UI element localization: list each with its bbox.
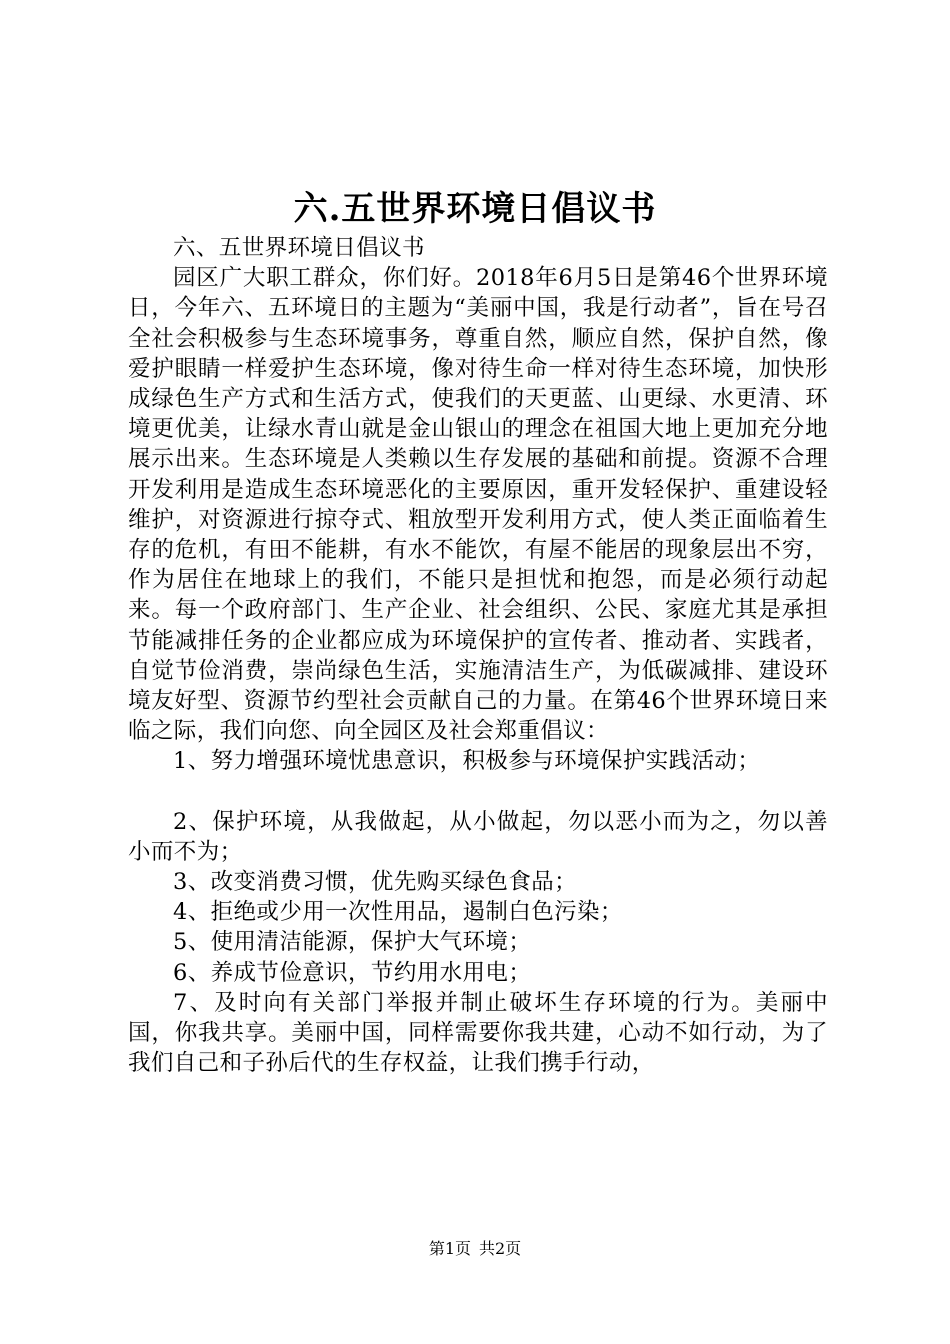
page-number-current: 第1页 — [428, 1239, 471, 1258]
document-body — [128, 233, 828, 1078]
proposal-item-2: 2、保护环境，从我做起，从小做起，勿以恶小而为之，勿以善小而不为； — [128, 808, 828, 865]
proposal-item-3: 3、改变消费习惯，优先购买绿色食品； — [173, 869, 578, 896]
page-footer — [0, 1238, 950, 1260]
intro-paragraph: 园区广大职工群众，你们好。2018年6月5日是第46个世界环境日，今年六、五环境日的主题为“美丽中国，我是行动者”，旨在号召全社会积极参与生态环境事务，尊重自然，顺应自然，保护自然，像爱护眼睛一样爱护生态环境，像对待生命一样对待生态环境，加快形成绿色生产方式和生活方式，使我们的天更蓝、山更绿、水更清、环境更优美，让绿水青山就是金山银山的理念在祖国大地上更加充分地展示出来。生态环境是人类赖以生存发展的基础和前提。资源不合理开发利用是造成生态环境恶化的主要原因，重开发轻保护、重建设轻维护，对资源进行掠夺式、粗放型开发利用方式，使人类正面临着生存的危机，有田不能耕，有水不能饮，有屋不能居的现象层出不穷，作为居住在地球上的我们，不能只是担忧和抱怨，而是必须行动起来。每一个政府部门、生产企业、社会组织、公民、家庭尤其是承担节能减排任务的企业都应成为环境保护的宣传者、推动者、实践者，自觉节俭消费，崇尚绿色生活，实施清洁生产，为低碳减排、建设环境友好型、资源节约型社会贡献自己的力量。在第46个世界环境日来临之际，我们向您、向全园区及社会郑重倡议： — [128, 265, 828, 745]
proposal-item-7: 7、及时向有关部门举报并制止破坏生存环境的行为。美丽中国，你我共享。美丽中国，同样需要你我共建，心动不如行动，为了我们自己和子孙后代的生存权益，让我们携手行动， — [128, 989, 828, 1077]
proposal-item-4: 4、拒绝或少用一次性用品，遏制白色污染； — [173, 899, 623, 926]
page-number-total: 共2页 — [479, 1239, 522, 1258]
document-subtitle: 六、五世界环境日倡议书 — [173, 235, 425, 261]
proposal-item-6: 6、养成节俭意识，节约用水用电； — [173, 959, 532, 986]
document-title: 六.五世界环境日倡议书 — [293, 189, 657, 229]
proposal-item-5: 5、使用清洁能源，保护大气环境； — [173, 929, 532, 956]
proposal-item-1: 1、努力增强环境忧患意识，积极参与环境保护实践活动； — [173, 748, 761, 775]
